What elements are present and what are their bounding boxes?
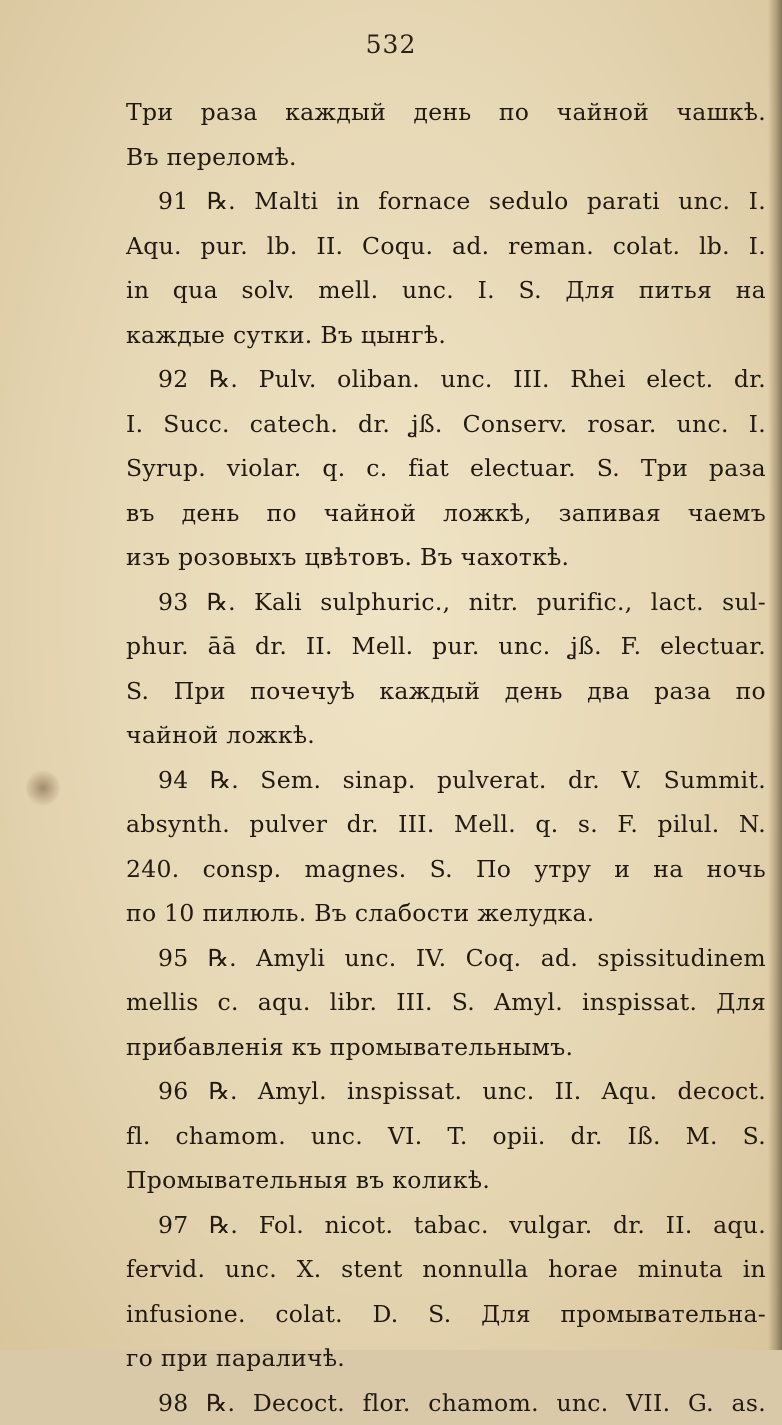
- text-line: въ день по чайной ложкѣ, запивая чаемъ: [126, 491, 766, 536]
- page-edge-shadow: [768, 0, 782, 1350]
- text-line: каждые сутки. Въ цынгѣ.: [126, 313, 766, 358]
- text-line: Три раза каждый день по чайной чашкѣ.: [126, 90, 766, 135]
- text-line: чайной ложкѣ.: [126, 713, 766, 758]
- text-line: 240. consp. magnes. S. По утру и на ночь: [126, 847, 766, 892]
- text-line: in qua solv. mell. unc. I. S. Для питья на: [126, 268, 766, 313]
- page-number: 532: [0, 30, 782, 59]
- text-line: 93 ℞. Kali sulphuric., nitr. purific., lact. sul-: [126, 580, 766, 625]
- text-line: mellis c. aqu. libr. III. S. Amyl. inspissat. Для: [126, 980, 766, 1025]
- text-line: 94 ℞. Sem. sinap. pulverat. dr. V. Summit.: [126, 758, 766, 803]
- text-line: 92 ℞. Pulv. oliban. unc. III. Rhei elect. dr.: [126, 357, 766, 402]
- text-line: 97 ℞. Fol. nicot. tabac. vulgar. dr. II. aqu.: [126, 1203, 766, 1248]
- text-line: fervid. unc. X. stent nonnulla horae minuta in: [126, 1247, 766, 1292]
- text-line: Syrup. violar. q. c. fiat electuar. S. Три раза: [126, 446, 766, 491]
- text-line: absynth. pulver dr. III. Mell. q. s. F. pilul. N.: [126, 802, 766, 847]
- text-line: I. Succ. catech. dr. ʝß. Conserv. rosar. unc. I.: [126, 402, 766, 447]
- text-line: 96 ℞. Amyl. inspissat. unc. II. Aqu. decoct.: [126, 1069, 766, 1114]
- text-line: Промывательныя въ коликѣ.: [126, 1158, 766, 1203]
- text-line: phur. āā dr. II. Mell. pur. unc. ʝß. F. electuar.: [126, 624, 766, 669]
- text-line: го при параличѣ.: [126, 1336, 766, 1381]
- text-line: 98 ℞. Decoct. flor. chamom. unc. VII. G. as.: [126, 1381, 766, 1425]
- text-line: 95 ℞. Amyli unc. IV. Coq. ad. spissitudinem: [126, 936, 766, 981]
- text-line: по 10 пилюль. Въ слабости желудка.: [126, 891, 766, 936]
- text-line: S. При почечуѣ каждый день два раза по: [126, 669, 766, 714]
- text-line: прибавленія къ промывательнымъ.: [126, 1025, 766, 1070]
- text-line: fl. chamom. unc. VI. T. opii. dr. Iß. M. S.: [126, 1114, 766, 1159]
- text-line: 91 ℞. Malti in fornace sedulo parati unc. I.: [126, 179, 766, 224]
- text-line: изъ розовыхъ цвѣтовъ. Въ чахоткѣ.: [126, 535, 766, 580]
- text-line: Aqu. pur. lb. II. Coqu. ad. reman. colat. lb. I.: [126, 224, 766, 269]
- text-line: infusione. colat. D. S. Для промывательна-: [126, 1292, 766, 1337]
- paper-stain: [26, 768, 60, 808]
- text-block: [126, 90, 766, 1425]
- text-line: Въ переломѣ.: [126, 135, 766, 180]
